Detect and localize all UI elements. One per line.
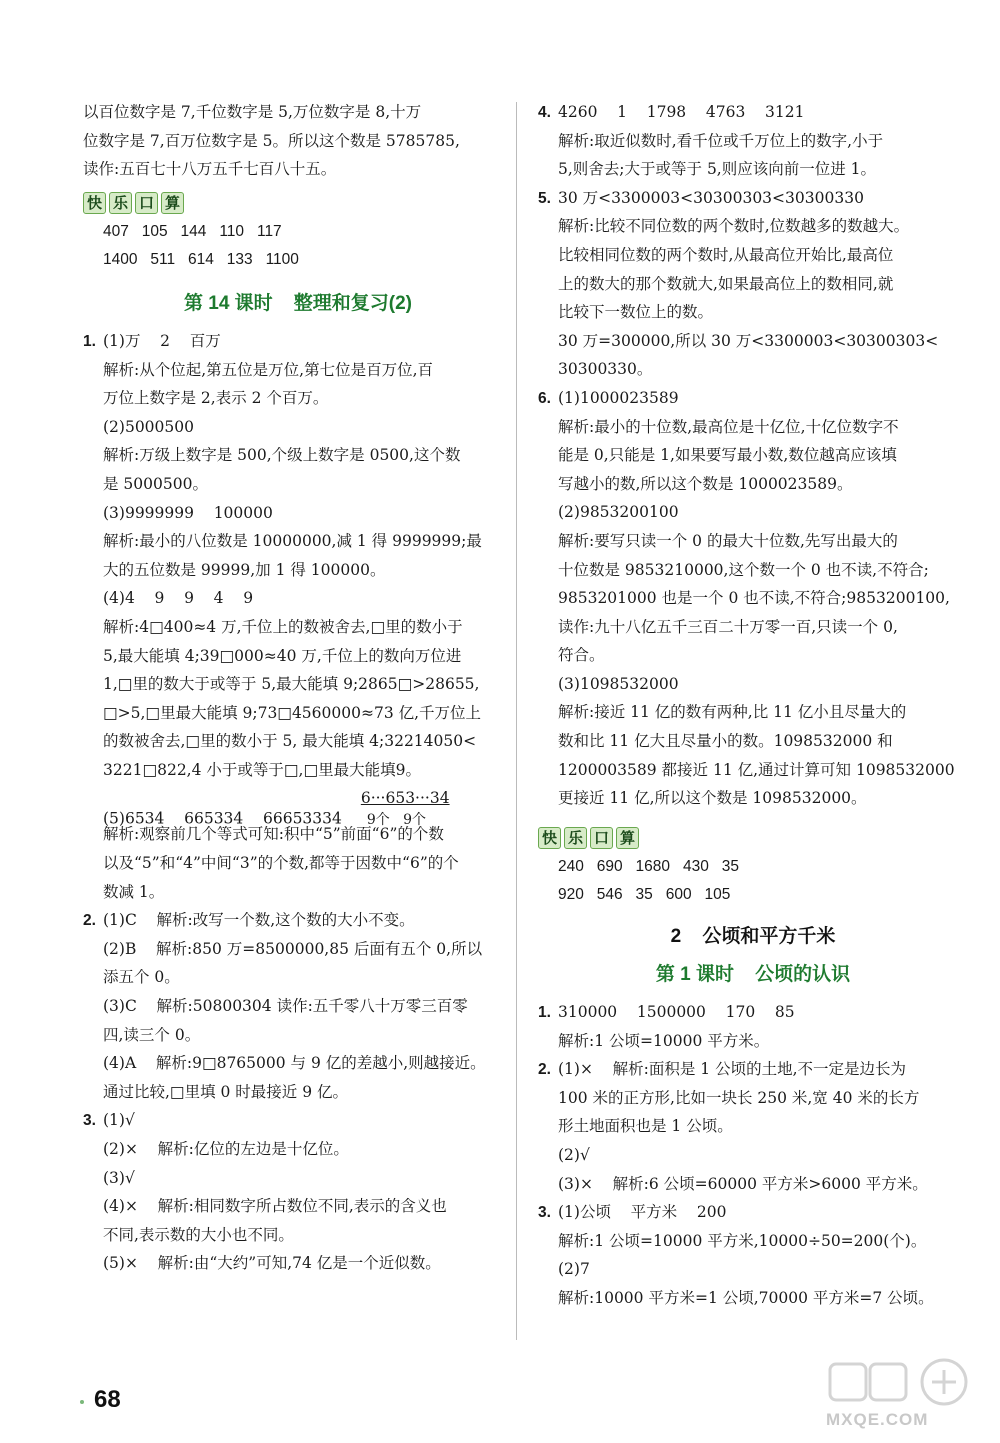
mental-math-row: 920 546 35 600 105 [558, 886, 731, 904]
answer-line: 1,□里的数大于或等于 5,最大能填 9;2865□>28655, [103, 675, 480, 694]
page-number: 68 [94, 1386, 121, 1413]
mental-math-badge: 快 乐 口 算 [538, 823, 968, 853]
answer-line: 解析:最小的八位数是 10000000,减 1 得 9999999;最 [103, 532, 482, 551]
answer-line: 30 万=300000,所以 30 万<3300003<30300303< [558, 331, 939, 350]
answer-line: (3)× 解析:6 公顷=60000 平方米>6000 平方米。 [558, 1174, 928, 1193]
answer-line: (4)× 解析:相同数字所占数位不同,表示的含义也 [103, 1197, 447, 1216]
question-number: 3. [538, 1204, 551, 1222]
answer-line: (4)A 解析:9□8765000 与 9 亿的差越小,则越接近。 [103, 1054, 486, 1073]
answer-line: (2)B 解析:850 万=8500000,85 后面有五个 0,所以 [103, 939, 483, 958]
question-line: 2. (1)C 解析:改写一个数,这个数的大小不变。 [83, 906, 513, 935]
question-number: 1. [83, 332, 96, 350]
answer-line: 解析:比较不同位数的两个数时,位数越多的数越大。 [558, 217, 910, 236]
answer-line: 解析:从个位起,第五位是万位,第七位是百万位,百 [103, 360, 434, 379]
answer-line: 更接近 11 亿,所以这个数是 1098532000。 [558, 789, 867, 808]
mental-math-row: 240 690 1680 430 35 [558, 857, 739, 875]
answer-line: (2)5000500 [103, 417, 194, 436]
answer-line: (3)C 解析:50800304 读作:五千零八十万零三百零 [103, 997, 468, 1016]
question-number: 1. [538, 1004, 551, 1022]
question-line: 6. (1)1000023589 [538, 384, 968, 413]
answer-line: 1200003589 都接近 11 亿,通过计算可知 1098532000 [558, 760, 955, 779]
answer-line: 添五个 0。 [103, 968, 180, 987]
answer-line: 解析:接近 11 亿的数有两种,比 11 亿小且尽量大的 [558, 703, 907, 722]
mental-math-badge: 快 乐 口 算 [83, 188, 513, 218]
answer-line: 写越小的数,所以这个数是 1000023589。 [558, 474, 853, 493]
answer-line: (3)1098532000 [558, 674, 679, 693]
answer-line: 的数被舍去,□里的数小于 5, 最大能填 4;32214050< [103, 732, 477, 751]
question-number: 2. [538, 1061, 551, 1079]
page-dot [80, 1400, 84, 1404]
question-number: 2. [83, 912, 96, 930]
answer-line: (4)4 9 9 4 9 [103, 589, 254, 608]
answer-line: 5,则舍去;大于或等于 5,则应该向前一位进 1。 [558, 160, 877, 179]
watermark-icon [826, 1354, 986, 1414]
answer-line: 形土地面积也是 1 公顷。 [558, 1117, 733, 1136]
answer-line: 100 米的正方形,比如一块长 250 米,宽 40 米的长方 [558, 1088, 920, 1107]
watermark-text: MXQE.COM [826, 1410, 929, 1429]
answer-line: 以及“5”和“4”中间“3”的个数,都等于因数中“6”的个 [103, 854, 459, 873]
answer-line: 能是 0,只能是 1,如果要写最小数,数位越高应该填 [558, 446, 897, 465]
section-title: 第 1 课时 公顷的认识 [655, 964, 851, 986]
question-line: 4. 4260 1 1798 4763 3121 [538, 98, 968, 127]
answer-line: 十位数是 9853210000,这个数一个 0 也不读,不符合; [558, 560, 929, 579]
answer-line: 数减 1。 [103, 882, 165, 901]
answer-line: 解析:4□400≈4 万,千位上的数被舍去,□里的数小于 [103, 617, 463, 636]
question-number: 3. [83, 1112, 96, 1130]
answer-line: (2)9853200100 [558, 503, 679, 522]
answer-line: 解析:万级上数字是 500,个级上数字是 0500,这个数 [103, 446, 461, 465]
answer-line: (2)√ [558, 1146, 590, 1164]
answer-line: 3221□822,4 小于或等于□,□里最大能填9。 [103, 760, 421, 779]
question-line: 3. (1)√ [83, 1106, 513, 1135]
question-number: 6. [538, 389, 551, 407]
answer-line: (2)× 解析:亿位的左边是十亿位。 [103, 1140, 349, 1158]
answer-line: 万位上数字是 2,表示 2 个百万。 [103, 389, 329, 408]
question-number: 4. [538, 104, 551, 121]
answer-line: (5)× 解析:由“大约”可知,74 亿是一个近似数。 [103, 1254, 441, 1273]
answer-line: (2)7 [558, 1260, 590, 1279]
question-line: 1. 310000 1500000 170 85 [538, 998, 968, 1027]
answer-line: 四,读三个 0。 [103, 1025, 201, 1044]
answer-line: 不同,表示数的大小也不同。 [103, 1225, 294, 1244]
answer-line: (3)9999999 100000 [103, 503, 273, 522]
answer-line: 解析:最小的十位数,最高位是十亿位,十亿位数字不 [558, 417, 899, 436]
column-divider [516, 102, 517, 1340]
intro-line: 位数字是 7,百万位数字是 5。所以这个数是 5785785, [83, 131, 460, 150]
answer-line: 是 5000500。 [103, 474, 208, 493]
intro-line: 以百位数字是 7,千位数字是 5,万位数字是 8,十万 [83, 103, 422, 121]
formula: 6···653···34 9个 9个 [360, 789, 450, 829]
answer-line: 通过比较,□里填 0 时最接近 9 亿。 [103, 1082, 349, 1101]
question-line: 2. (1)× 解析:面积是 1 公顷的土地,不一定是边长为 [538, 1055, 968, 1084]
intro-line: 读作:五百七十八万五千七百八十五。 [83, 160, 337, 179]
answer-line: 解析:观察前几个等式可知:积中“5”前面“6”的个数 [103, 825, 444, 844]
answer-line-formula: (5)6534 665334 66653334 6···653···34 9个 9个 [83, 784, 513, 820]
answer-line: 30300330。 [558, 360, 653, 379]
left-column [83, 98, 513, 1278]
answer-line: 数和比 11 亿大且尽量小的数。1098532000 和 [558, 732, 893, 751]
watermark-logo [826, 1354, 986, 1434]
answer-line: □>5,□里最大能填 9;73□4560000≈73 亿,千万位上 [103, 703, 482, 722]
answer-line: 9853201000 也是一个 0 也不读,不符合;9853200100, [558, 589, 950, 608]
mental-math-row: 1400 511 614 133 1100 [103, 251, 299, 269]
answer-line: 解析:要写只读一个 0 的最大十位数,先写出最大的 [558, 531, 898, 550]
question-number: 5. [538, 189, 551, 207]
mental-math-row: 407 105 144 110 117 [103, 222, 282, 240]
answer-line: 大的五位数是 99999,加 1 得 100000。 [103, 560, 386, 579]
chapter-title: 2 公顷和平方千米 [670, 926, 836, 948]
answer-line: 上的数大的那个数就大,如果最高位上的数相同,就 [558, 274, 894, 293]
section-title: 第 14 课时 整理和复习(2) [183, 292, 413, 314]
question-line: 5. 30 万<3300003<30300303<30300330 [538, 184, 968, 213]
right-column [538, 98, 968, 1313]
answer-line: 符合。 [558, 646, 605, 665]
answer-line: 读作:九十八亿五千三百二十万零一百,只读一个 0, [558, 617, 898, 636]
answer-line: 比较下一数位上的数。 [558, 303, 714, 322]
answer-line: 比较相同位数的两个数时,从最高位开始比,最高位 [558, 245, 894, 264]
answer-line: 解析:1 公顷=10000 平方米,10000÷50=200(个)。 [558, 1231, 927, 1250]
answer-line: 解析:1 公顷=10000 平方米。 [558, 1031, 770, 1050]
answer-line: 解析:取近似数时,看千位或千万位上的数字,小于 [558, 131, 884, 150]
answer-line: 解析:10000 平方米=1 公顷,70000 平方米=7 公顷。 [558, 1288, 934, 1307]
answer-line: 5,最大能填 4;39□000≈40 万,千位上的数向万位进 [103, 646, 462, 665]
answer-line: (3)√ [103, 1168, 135, 1187]
question-line: 3. (1)公顷 平方米 200 [538, 1198, 968, 1227]
question-line: 1. (1)万 2 百万 [83, 327, 513, 356]
